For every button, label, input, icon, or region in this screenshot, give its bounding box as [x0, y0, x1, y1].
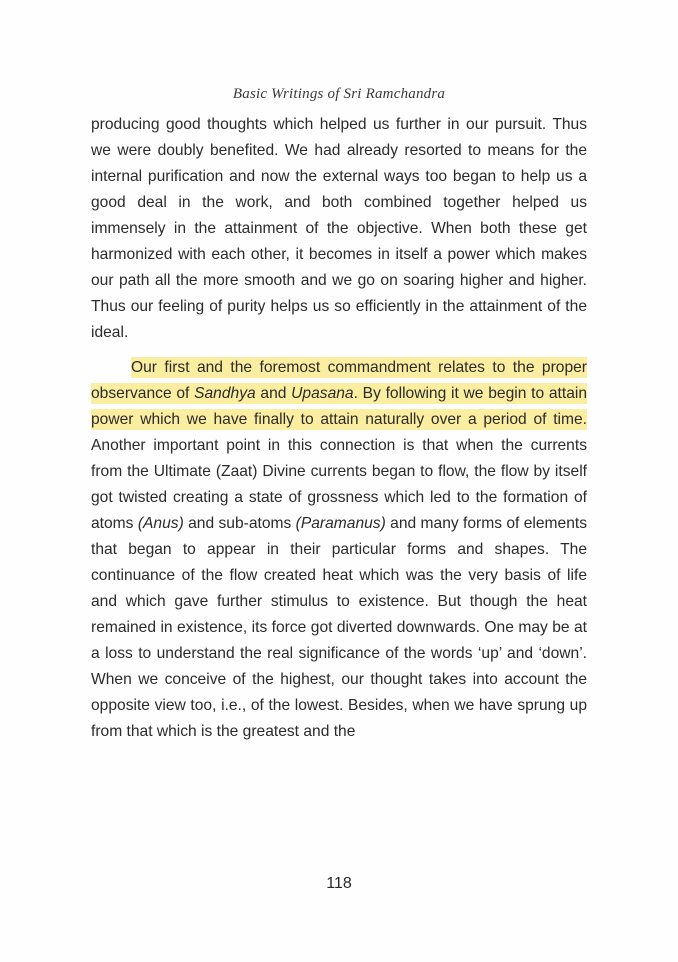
highlight-text-a: Our first and the foremost commandment relates to the proper observance of: [91, 359, 587, 402]
paragraph-2-text-c: and many forms of elements that began to appear in their particular forms and shapes. The continuance of the flow created heat which was the very basis of life and which gave further stimulus to existence. But though the heat remained in existence, its force got diverted downwards. One may be at a loss to understand the real significance of the words ‘up’ and ‘down’. When we conceive of the highest, our thought takes into account the opposite view too, i.e., of the lowest. Besides, when we have sprung up from that which is the greatest and the: [91, 515, 587, 740]
paragraph-1-text: producing good thoughts which helped us further in our pursuit. Thus we were doubly benefited. We had already resorted to means for the internal purification and now the external ways too began to help us a good deal in the work, and both combined together helped us immensely in the attainment of the objective. When both these get harmonized with each other, it becomes in itself a power which makes our path all the more smooth and we go on soaring higher and higher. Thus our feeling of purity helps us so efficiently in the attainment of the ideal.: [91, 116, 587, 341]
page-number: 118: [326, 875, 352, 892]
term-paramanus: (Paramanus): [295, 515, 386, 532]
running-header: Basic Writings of Sri Ramchandra: [232, 86, 446, 102]
body-text: [91, 112, 587, 745]
paragraph-2-text-b: and sub-atoms: [183, 515, 296, 532]
term-anus: (Anus): [137, 515, 184, 532]
term-upasana: Upasana: [291, 385, 354, 402]
highlight-text-c: . By following it we begin to attain power which we have finally to attain naturally over a period of time.: [91, 385, 587, 428]
paragraph-2-text-a: Another important point in this connection is that when the currents from the Ultimate (Zaat) Divine currents began to flow, the flow by itself got twisted creating a state of grossness which led to the formation of atoms: [91, 437, 587, 532]
term-sandhya: Sandhya: [194, 385, 256, 402]
paragraph-1: [91, 112, 587, 346]
paragraph-2: [91, 355, 587, 745]
highlighted-passage: [91, 357, 587, 430]
highlight-text-b: and: [255, 385, 292, 402]
